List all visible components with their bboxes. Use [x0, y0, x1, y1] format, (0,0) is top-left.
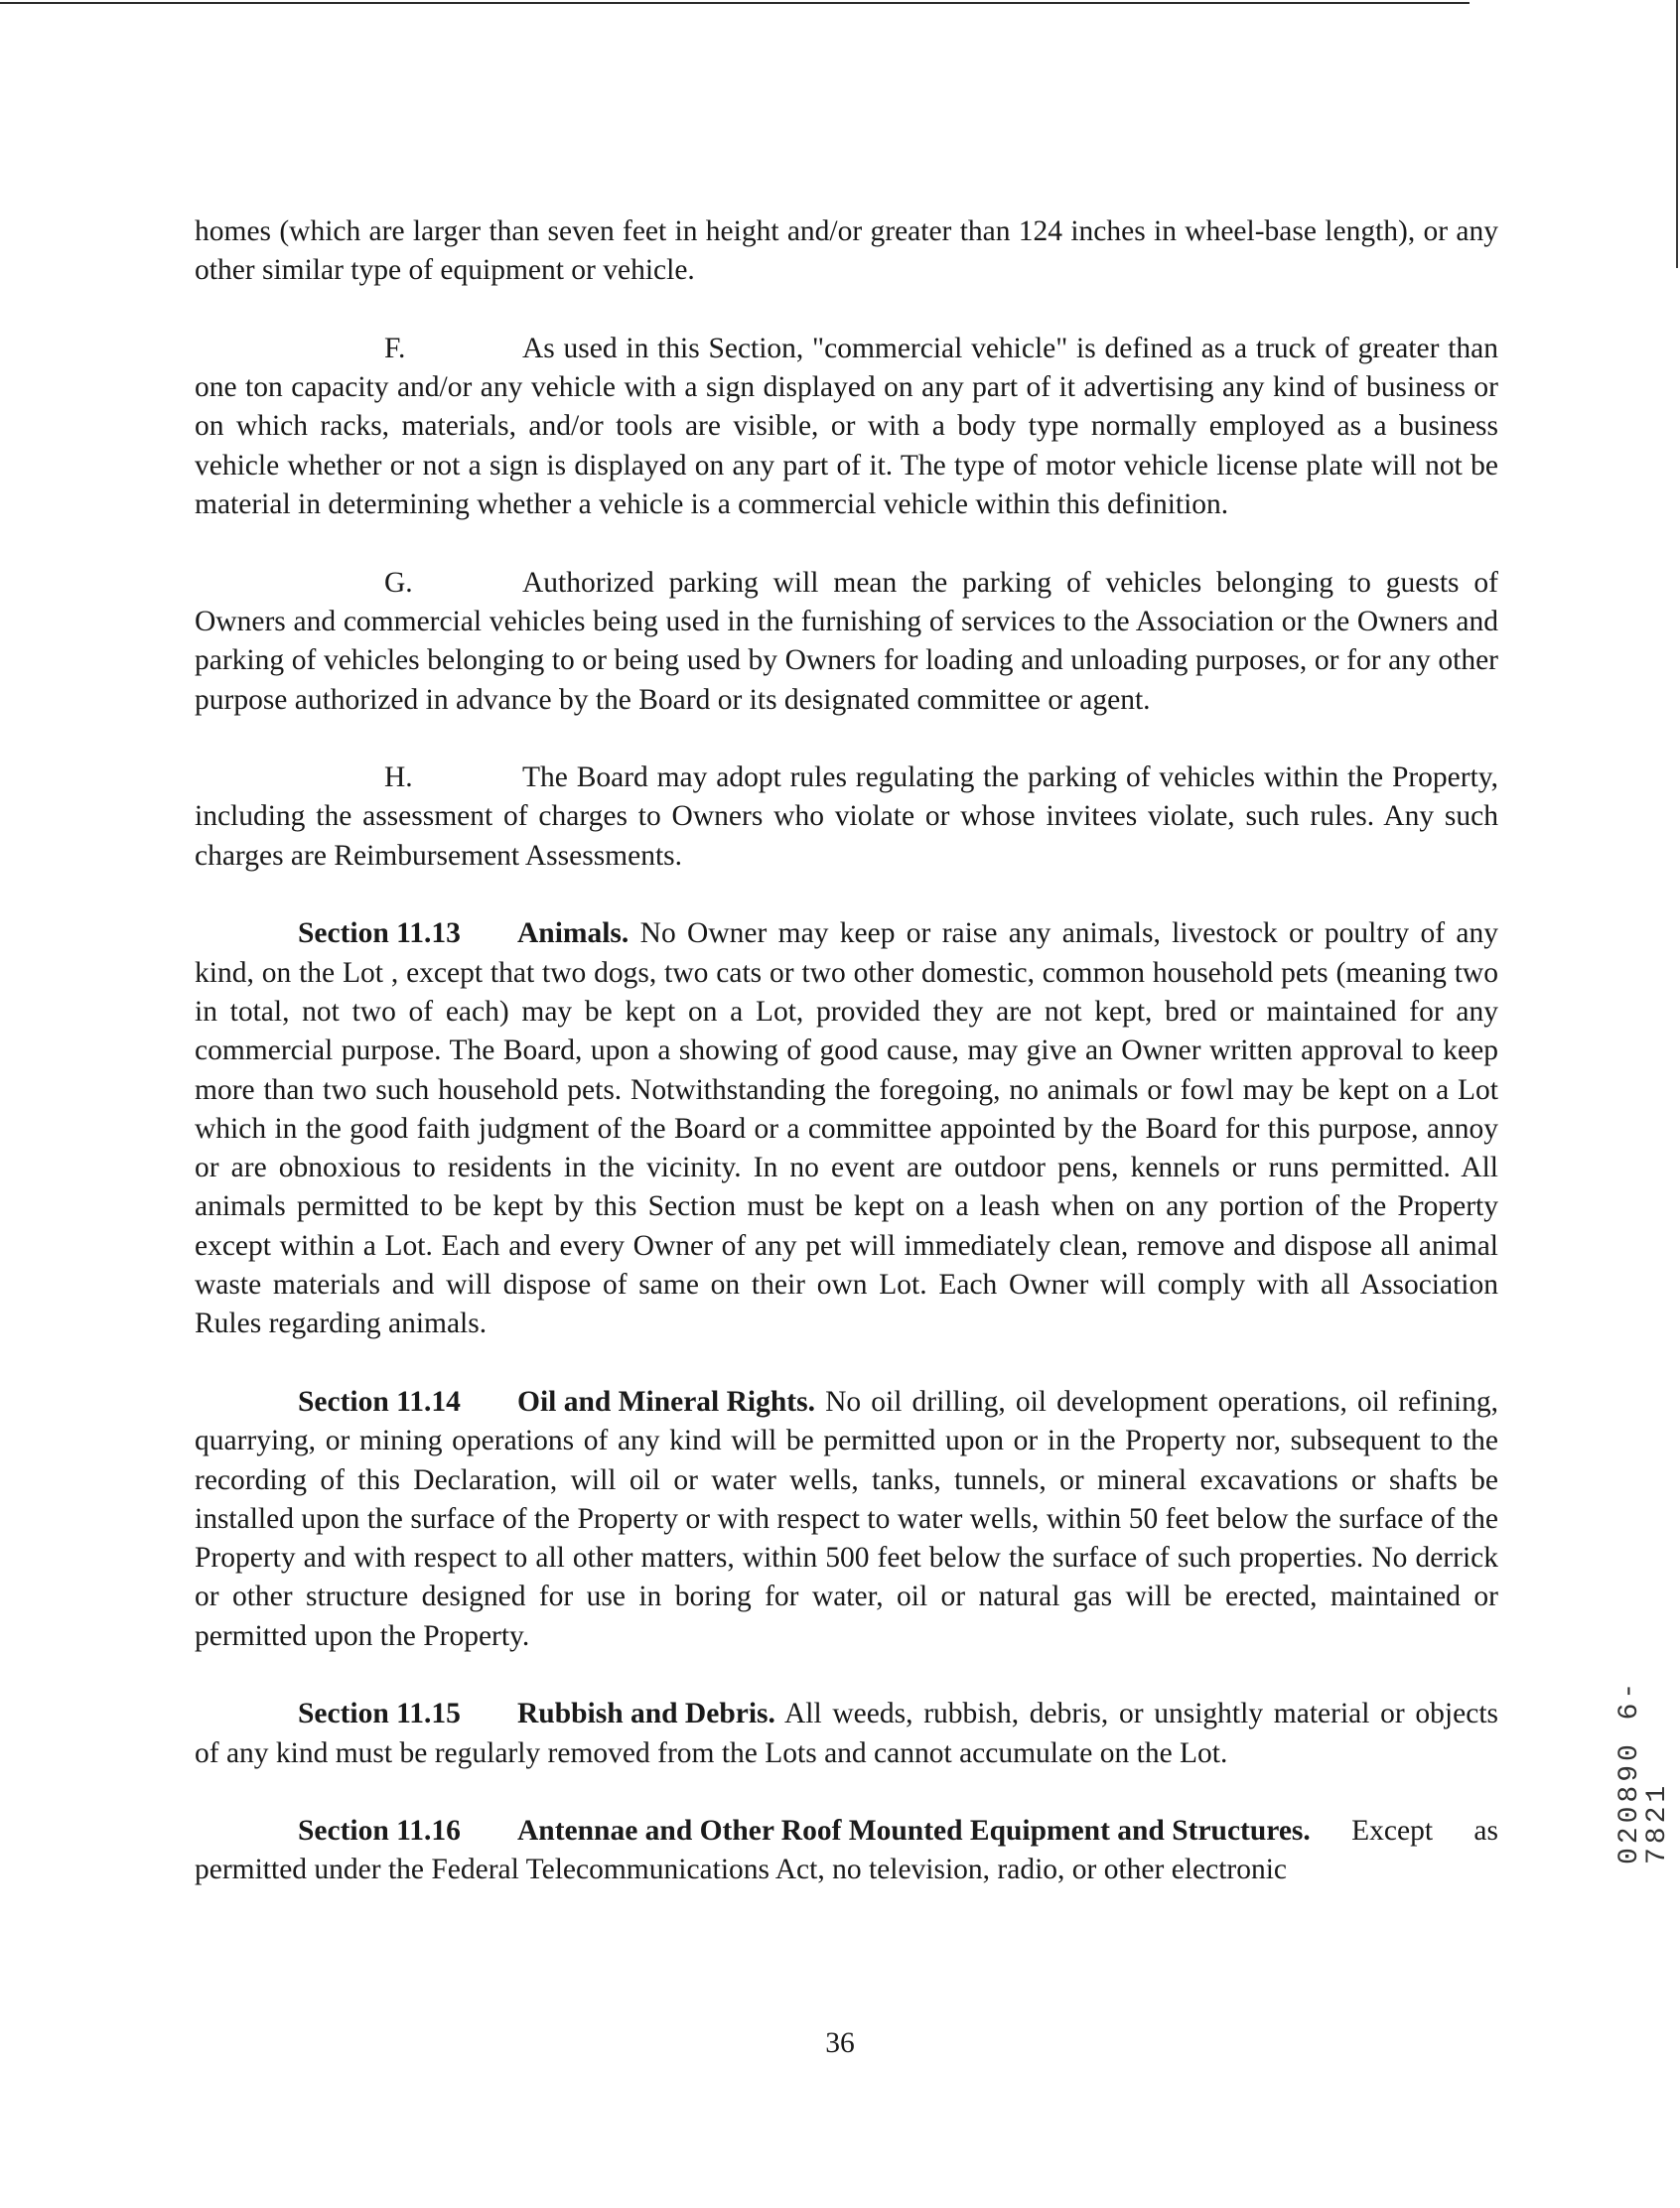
section-text: No oil drilling, oil development operations, oil refining, quarrying, or mining operations of any kind will be permitted upon or in the Property nor, subsequent to the recording of this Declaration, will oil or water wells, tanks, tunnels, or mineral excavations or shafts be installed upon the surface of the Property or with respect to water wells, within 50 feet below the surface of the Property and with respect to all other matters, within 500 feet below the surface of such properties. No derrick or other structure designed for use in boring for water, oil or natural gas will be erected, maintained or permitted upon the Property.	[195, 1385, 1498, 1652]
section-title: Rubbish and Debris.	[517, 1698, 775, 1730]
paragraph-text: homes (which are larger than seven feet in height and/or greater than 124 inches in wheel-base length), or any other similar type of equipment or vehicle.	[195, 215, 1498, 287]
subsection-text: Authorized parking will mean the parking of vehicles belonging to guests of Owners and commercial vehicles being used in the furnishing of services to the Association or the Owners and parking of vehicles belonging to or being used by Owners for loading and unloading purposes, or for any other purpose authorized in advance by the Board or its designated committee or agent.	[195, 566, 1498, 716]
section-title: Oil and Mineral Rights.	[517, 1385, 815, 1418]
section-11-13	[195, 914, 1498, 1343]
section-text: Except as permitted under the Federal Telecommunications Act, no television, radio, or other electronic	[195, 1815, 1498, 1886]
section-title: Animals.	[517, 917, 630, 950]
recording-stamp: 020890 6-7821	[1614, 1678, 1673, 1864]
scan-border-right	[1676, 0, 1678, 268]
section-number: Section 11.16	[298, 1815, 461, 1848]
subsection-text: The Board may adopt rules regulating the parking of vehicles within the Property, including the assessment of charges to Owners who violate or whose invitees violate, such rules. Any such charges are Reimbursement Assessments.	[195, 761, 1498, 872]
section-text: No Owner may keep or raise any animals, livestock or poultry of any kind, on the Lot , except that two dogs, two cats or two other domestic, common household pets (meaning two in total, not two of each) may be kept on a Lot, provided they are not kept, bred or maintained for any commercial purpose. The Board, upon a showing of good cause, may give an Owner written approval to keep more than two such household pets. Notwithstanding the foregoing, no animals or fowl may be kept on a Lot which in the good faith judgment of the Board or a committee appointed by the Board for this purpose, annoy or are obnoxious to residents in the vicinity. In no event are outdoor pens, kennels or runs permitted. All animals permitted to be kept by this Section must be kept on a leash when on any portion of the Property except within a Lot. Each and every Owner of any pet will immediately clean, remove and dispose all animal waste materials and will dispose of same on their own Lot. Each Owner will comply with all Association Rules regarding animals.	[195, 917, 1498, 1340]
subsection-letter: H.	[384, 761, 413, 794]
section-title: Antennae and Other Roof Mounted Equipment and Structures.	[517, 1815, 1311, 1848]
section-number: Section 11.15	[298, 1698, 461, 1730]
section-11-14	[195, 1383, 1498, 1656]
section-text: All weeds, rubbish, debris, or unsightly material or objects of any kind must be regularly removed from the Lots and cannot accumulate on the Lot.	[195, 1698, 1498, 1769]
document-body	[195, 212, 1498, 1929]
subsection-letter: F.	[384, 332, 406, 364]
subsection-h	[195, 759, 1498, 876]
paragraph-continuation	[195, 212, 1498, 291]
subsection-letter: G.	[384, 566, 413, 599]
section-11-16	[195, 1812, 1498, 1890]
subsection-g	[195, 564, 1498, 720]
scan-border-top	[0, 2, 1470, 4]
section-11-15	[195, 1695, 1498, 1773]
subsection-f	[195, 330, 1498, 524]
subsection-text: As used in this Section, "commercial vehicle" is defined as a truck of greater than one ton capacity and/or any vehicle with a sign displayed on any part of it advertising any kind of business or on which racks, materials, and/or tools are visible, or with a body type normally employed as a business vehicle whether or not a sign is displayed on any part of it. The type of motor vehicle license plate will not be material in determining whether a vehicle is a commercial vehicle within this definition.	[195, 332, 1498, 521]
section-number: Section 11.13	[298, 917, 461, 950]
page-number: 36	[825, 2027, 855, 2059]
section-number: Section 11.14	[298, 1385, 461, 1418]
